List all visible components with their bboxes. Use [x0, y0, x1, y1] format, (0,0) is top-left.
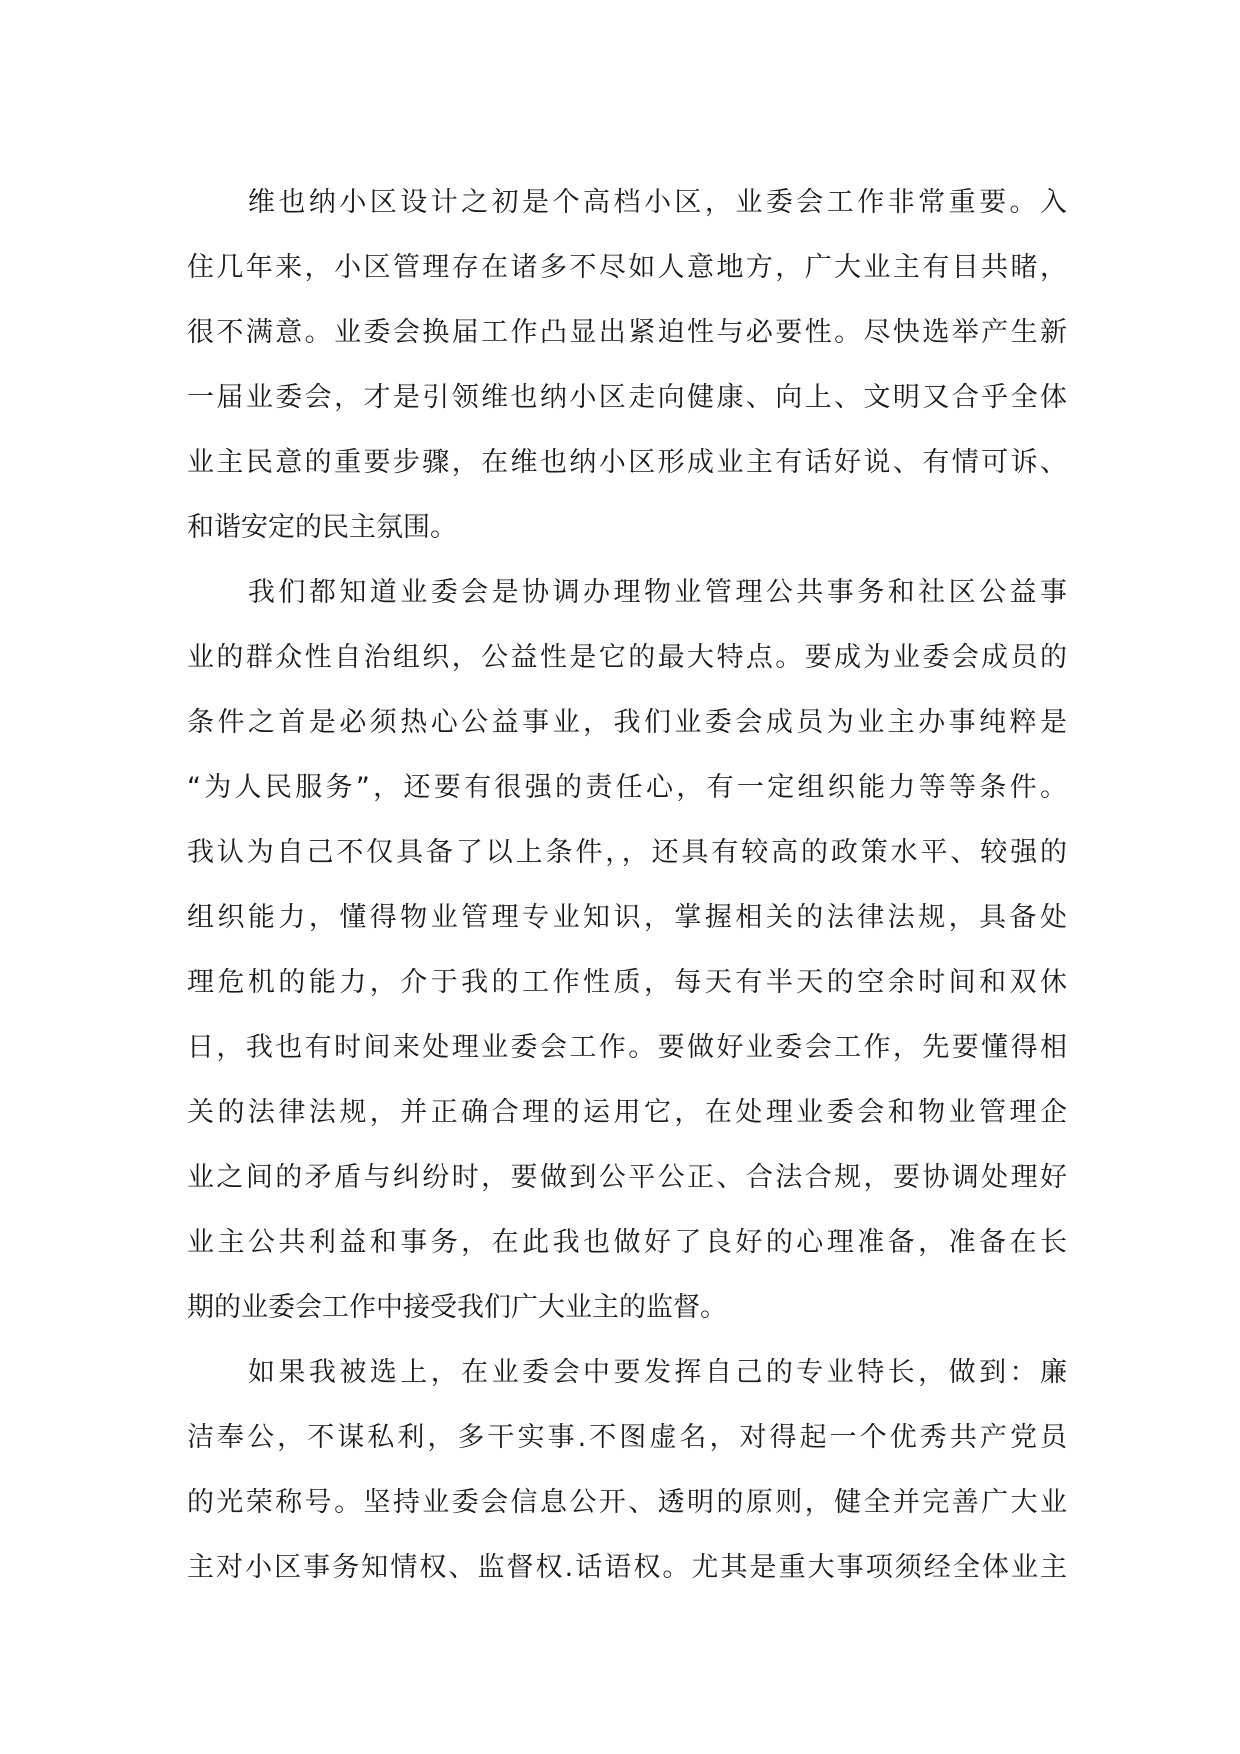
text-line: 理危机的能力，介于我的工作性质，每天有半天的空余时间和双休: [187, 967, 1067, 998]
text-line: 洁奉公，不谋私利，多干实事.不图虚名，对得起一个优秀共产党员: [187, 1422, 1067, 1453]
text-line: 一届业委会，才是引领维也纳小区走向健康、向上、文明又合乎全体: [187, 382, 1067, 413]
text-line: 和谐安定的民主氛围。: [187, 512, 457, 543]
body-text: [187, 170, 1067, 1600]
text-line: 住几年来，小区管理存在诸多不尽如人意地方，广大业主有目共睹，: [187, 252, 1067, 283]
text-line: 我认为自己不仅具备了以上条件，，还具有较高的政策水平、较强的: [187, 837, 1067, 868]
text-line: 业之间的矛盾与纠纷时，要做到公平公正、合法合规，要协调处理好: [187, 1162, 1067, 1193]
text-line: 如果我被选上，在业委会中要发挥自己的专业特长，做到：廉: [187, 1357, 1067, 1388]
text-line: 日，我也有时间来处理业委会工作。要做好业委会工作，先要懂得相: [187, 1032, 1067, 1063]
text-line: 业的群众性自治组织，公益性是它的最大特点。要成为业委会成员的: [187, 642, 1067, 673]
text-line: 关的法律法规，并正确合理的运用它，在处理业委会和物业管理企: [187, 1097, 1067, 1128]
text-line: “为人民服务”，还要有很强的责任心，有一定组织能力等等条件。: [187, 772, 1067, 803]
text-line: 业主公共利益和事务，在此我也做好了良好的心理准备，准备在长: [187, 1227, 1067, 1258]
text-line: 业主民意的重要步骤，在维也纳小区形成业主有话好说、有情可诉、: [187, 447, 1067, 478]
text-line: 条件之首是必须热心公益事业，我们业委会成员为业主办事纯粹是: [187, 707, 1067, 738]
text-line: 我们都知道业委会是协调办理物业管理公共事务和社区公益事: [187, 577, 1067, 608]
text-line: 组织能力，懂得物业管理专业知识，掌握相关的法律法规，具备处: [187, 902, 1067, 933]
text-line: 的光荣称号。坚持业委会信息公开、透明的原则，健全并完善广大业: [187, 1487, 1067, 1518]
text-line: 很不满意。业委会换届工作凸显出紧迫性与必要性。尽快选举产生新: [187, 317, 1067, 348]
text-line: 主对小区事务知情权、监督权.话语权。尤其是重大事项须经全体业主: [187, 1552, 1067, 1583]
text-line: 期的业委会工作中接受我们广大业主的监督。: [187, 1292, 727, 1323]
text-line: 维也纳小区设计之初是个高档小区，业委会工作非常重要。入: [187, 187, 1067, 218]
